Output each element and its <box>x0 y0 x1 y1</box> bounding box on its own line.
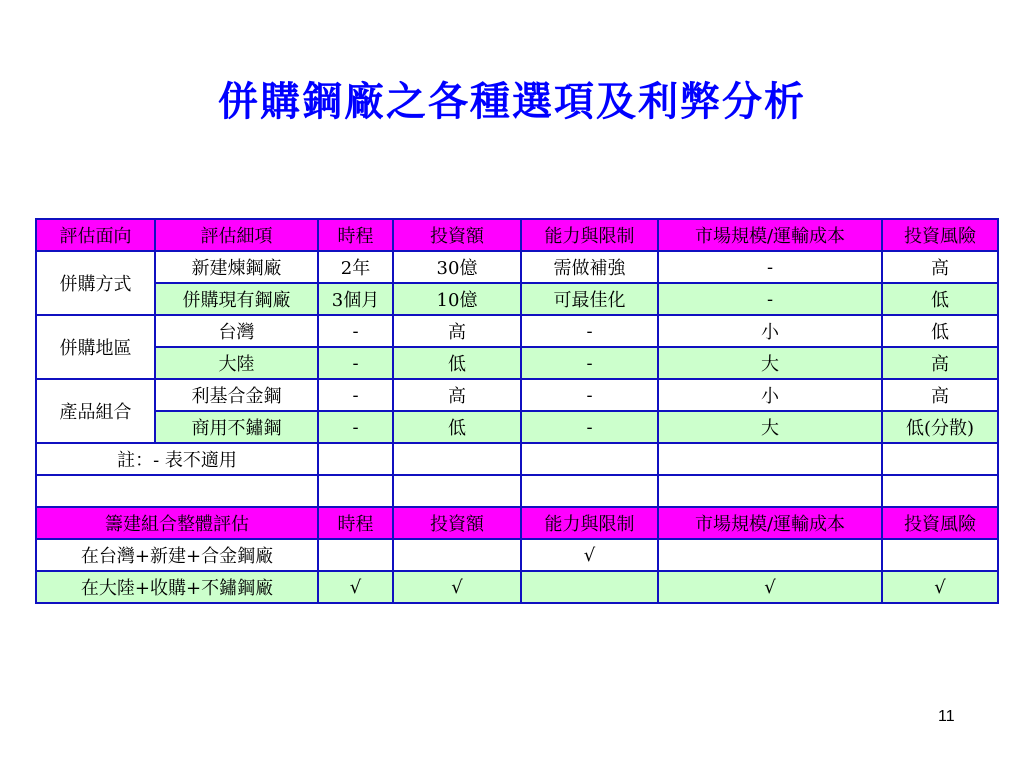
blank-row <box>36 475 998 507</box>
table-cell <box>393 539 521 571</box>
empty-cell <box>521 443 658 475</box>
table-cell <box>882 539 998 571</box>
empty-cell <box>882 443 998 475</box>
table-cell: 在大陸+收購+不鏽鋼廠 <box>36 571 318 603</box>
table-cell: - <box>658 283 882 315</box>
table-cell: 商用不鏽鋼 <box>155 411 318 443</box>
header-cell: 時程 <box>318 507 393 539</box>
table-cell: 小 <box>658 315 882 347</box>
table-cell <box>521 571 658 603</box>
table-cell <box>318 539 393 571</box>
table-cell: - <box>318 411 393 443</box>
empty-cell <box>318 443 393 475</box>
slide-title: 併購鋼廠之各種選項及利弊分析 <box>218 78 806 125</box>
empty-cell <box>658 475 882 507</box>
header-cell: 投資風險 <box>882 219 998 251</box>
table-cell: 低 <box>393 347 521 379</box>
group-label: 併購方式 <box>36 251 155 315</box>
table-cell: 大 <box>658 347 882 379</box>
empty-cell <box>658 443 882 475</box>
header-cell: 評估細項 <box>155 219 318 251</box>
table-row <box>36 347 998 379</box>
note-row <box>36 443 998 475</box>
table-cell: 小 <box>658 379 882 411</box>
table-cell: - <box>318 315 393 347</box>
table-cell: 在台灣+新建+合金鋼廠 <box>36 539 318 571</box>
table-cell: - <box>521 379 658 411</box>
check-mark: √ <box>658 571 882 603</box>
check-mark: √ <box>318 571 393 603</box>
header-cell: 投資風險 <box>882 507 998 539</box>
overall-row <box>36 571 998 603</box>
table-cell: 低 <box>882 315 998 347</box>
note-text: 註：- 表不適用 <box>36 443 318 475</box>
table-row <box>36 251 998 283</box>
table-cell: 30億 <box>393 251 521 283</box>
header-cell: 投資額 <box>393 507 521 539</box>
table-cell: 10億 <box>393 283 521 315</box>
table-cell: - <box>318 379 393 411</box>
table-cell: - <box>521 315 658 347</box>
table-cell: 利基合金鋼 <box>155 379 318 411</box>
group-label: 併購地區 <box>36 315 155 379</box>
empty-cell <box>36 475 318 507</box>
table-cell: 併購現有鋼廠 <box>155 283 318 315</box>
table-cell: - <box>521 347 658 379</box>
table-cell: 高 <box>882 347 998 379</box>
table-cell: - <box>318 347 393 379</box>
header-cell: 能力與限制 <box>521 219 658 251</box>
header-cell: 市場規模/運輸成本 <box>658 507 882 539</box>
empty-cell <box>318 475 393 507</box>
table-cell: 台灣 <box>155 315 318 347</box>
table-header-row <box>36 219 998 251</box>
table-row <box>36 379 998 411</box>
table-cell: 高 <box>882 251 998 283</box>
check-mark: √ <box>393 571 521 603</box>
group-label: 產品組合 <box>36 379 155 443</box>
overall-header-row <box>36 507 998 539</box>
table-cell: 低 <box>882 283 998 315</box>
table-cell: 高 <box>393 379 521 411</box>
table-cell: 高 <box>882 379 998 411</box>
empty-cell <box>393 475 521 507</box>
table-row <box>36 315 998 347</box>
header-cell: 評估面向 <box>36 219 155 251</box>
evaluation-table <box>35 218 999 604</box>
table-cell: 低(分散) <box>882 411 998 443</box>
table-cell <box>658 539 882 571</box>
table-cell: 需做補強 <box>521 251 658 283</box>
header-cell: 時程 <box>318 219 393 251</box>
header-cell: 能力與限制 <box>521 507 658 539</box>
table-cell: 3個月 <box>318 283 393 315</box>
empty-cell <box>882 475 998 507</box>
table-row <box>36 411 998 443</box>
table-cell: 低 <box>393 411 521 443</box>
check-mark: √ <box>882 571 998 603</box>
table-cell: - <box>658 251 882 283</box>
overall-row <box>36 539 998 571</box>
header-cell: 籌建組合整體評估 <box>36 507 318 539</box>
check-mark: √ <box>521 539 658 571</box>
header-cell: 市場規模/運輸成本 <box>658 219 882 251</box>
header-cell: 投資額 <box>393 219 521 251</box>
table-cell: 可最佳化 <box>521 283 658 315</box>
page-number: 11 <box>938 708 955 725</box>
empty-cell <box>393 443 521 475</box>
table-cell: 大陸 <box>155 347 318 379</box>
table-cell: 高 <box>393 315 521 347</box>
table-row <box>36 283 998 315</box>
table-cell: - <box>521 411 658 443</box>
table-cell: 新建煉鋼廠 <box>155 251 318 283</box>
empty-cell <box>521 475 658 507</box>
table-cell: 大 <box>658 411 882 443</box>
table-cell: 2年 <box>318 251 393 283</box>
